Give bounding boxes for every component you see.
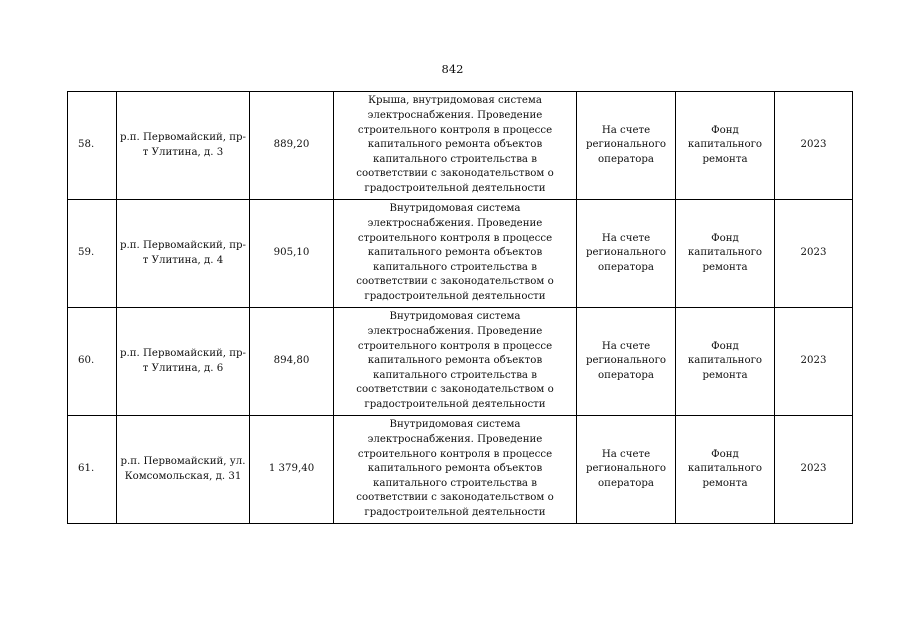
row-number: 60. [68, 308, 117, 416]
area-cell: 1 379,40 [250, 416, 334, 524]
row-number: 59. [68, 200, 117, 308]
year-cell: 2023 [775, 308, 853, 416]
account-cell: На счете регионального оператора [577, 416, 676, 524]
funding-source-cell: Фонд капитального ремонта [676, 308, 775, 416]
funding-source-cell: Фонд капитального ремонта [676, 92, 775, 200]
account-cell: На счете регионального оператора [577, 308, 676, 416]
table-row [68, 92, 853, 200]
year-cell: 2023 [775, 92, 853, 200]
account-cell: На счете регионального оператора [577, 92, 676, 200]
address-cell: р.п. Первомайский, ул. Комсомольская, д. 31 [117, 416, 250, 524]
table-row [68, 200, 853, 308]
work-type-cell: Крыша, внутридомовая система электроснабжения. Проведение строительного контроля в процессе капитального ремонта объектов капитального строительства в соответствии с законодательством о градостроительной деятельности [334, 92, 577, 200]
table-row [68, 308, 853, 416]
work-type-cell: Внутридомовая система электроснабжения. Проведение строительного контроля в процессе капитального ремонта объектов капитального строительства в соответствии с законодательством о градостроительной деятельности [334, 416, 577, 524]
page-number: 842 [441, 62, 464, 76]
work-type-cell: Внутридомовая система электроснабжения. Проведение строительного контроля в процессе капитального ремонта объектов капитального строительства в соответствии с законодательством о градостроительной деятельности [334, 308, 577, 416]
funding-source-cell: Фонд капитального ремонта [676, 200, 775, 308]
row-number: 61. [68, 416, 117, 524]
row-number: 58. [68, 92, 117, 200]
year-cell: 2023 [775, 200, 853, 308]
area-cell: 889,20 [250, 92, 334, 200]
table-row [68, 416, 853, 524]
repair-program-table [67, 91, 853, 524]
address-cell: р.п. Первомайский, пр-т Улитина, д. 6 [117, 308, 250, 416]
funding-source-cell: Фонд капитального ремонта [676, 416, 775, 524]
address-cell: р.п. Первомайский, пр-т Улитина, д. 3 [117, 92, 250, 200]
year-cell: 2023 [775, 416, 853, 524]
area-cell: 894,80 [250, 308, 334, 416]
area-cell: 905,10 [250, 200, 334, 308]
work-type-cell: Внутридомовая система электроснабжения. Проведение строительного контроля в процессе капитального ремонта объектов капитального строительства в соответствии с законодательством о градостроительной деятельности [334, 200, 577, 308]
account-cell: На счете регионального оператора [577, 200, 676, 308]
address-cell: р.п. Первомайский, пр-т Улитина, д. 4 [117, 200, 250, 308]
